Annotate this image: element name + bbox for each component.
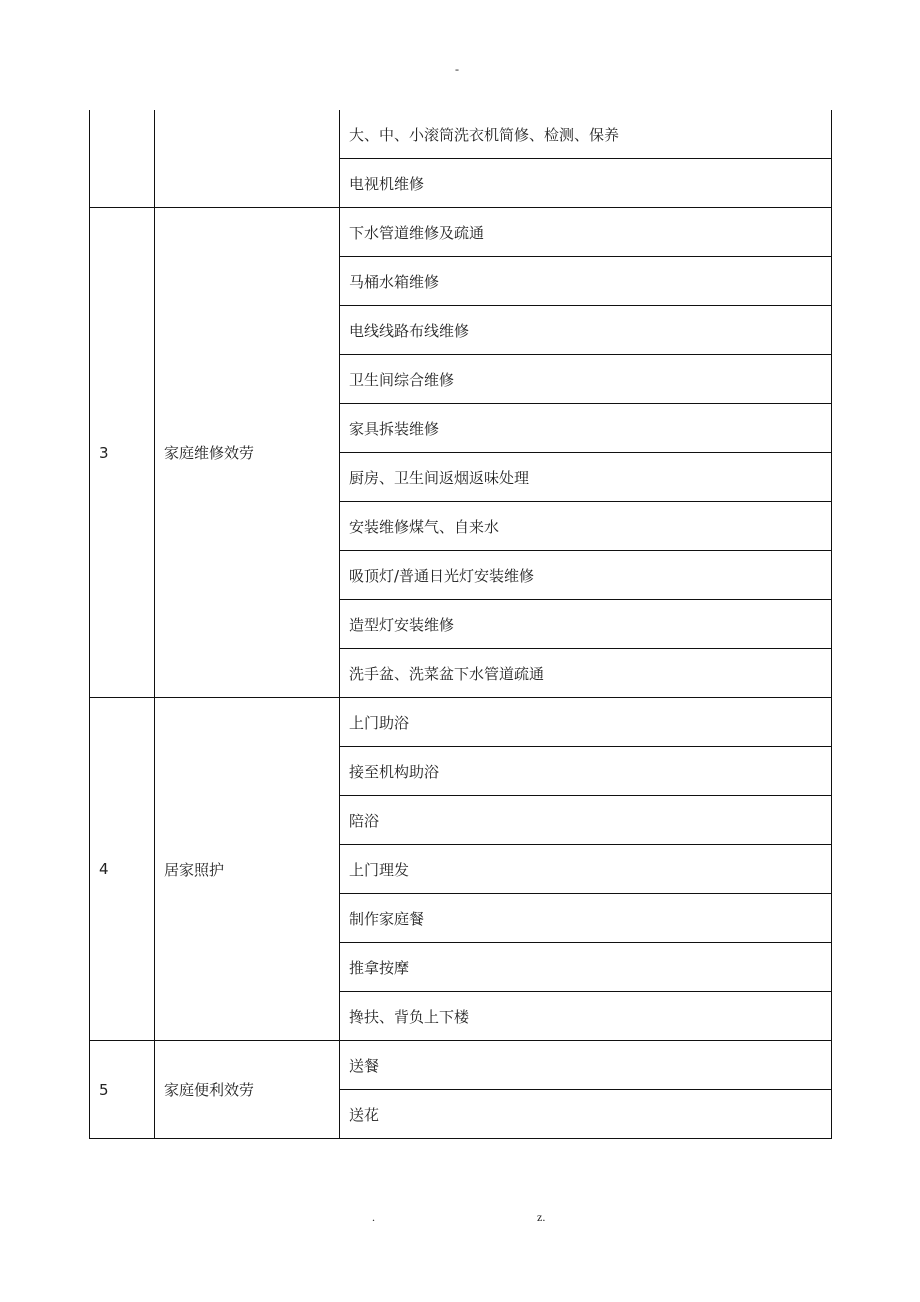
service-item-cell: 洗手盆、洗菜盆下水管道疏通 bbox=[340, 649, 832, 698]
group-category-cell: 家庭维修效劳 bbox=[155, 208, 340, 698]
group-category-cell: 家庭便利效劳 bbox=[155, 1041, 340, 1139]
service-item-cell: 厨房、卫生间返烟返味处理 bbox=[340, 453, 832, 502]
service-item-cell: 接至机构助浴 bbox=[340, 747, 832, 796]
table-row bbox=[90, 208, 832, 257]
group-number-cell bbox=[90, 110, 155, 208]
page-footer-right: z. bbox=[537, 1210, 546, 1224]
service-item-cell: 马桶水箱维修 bbox=[340, 257, 832, 306]
service-item-cell: 大、中、小滚筒洗衣机简修、检测、保养 bbox=[340, 110, 832, 159]
service-item-cell: 卫生间综合维修 bbox=[340, 355, 832, 404]
service-item-cell: 陪浴 bbox=[340, 796, 832, 845]
services-table-body bbox=[90, 110, 832, 1139]
service-item-cell: 造型灯安装维修 bbox=[340, 600, 832, 649]
service-item-cell: 安装维修煤气、自来水 bbox=[340, 502, 832, 551]
service-item-cell: 上门助浴 bbox=[340, 698, 832, 747]
service-item-cell: 吸顶灯/普通日光灯安装维修 bbox=[340, 551, 832, 600]
service-item-cell: 电线线路布线维修 bbox=[340, 306, 832, 355]
service-item-cell: 电视机维修 bbox=[340, 159, 832, 208]
service-item-cell: 下水管道维修及疏通 bbox=[340, 208, 832, 257]
table-row bbox=[90, 698, 832, 747]
group-number-cell: 4 bbox=[90, 698, 155, 1041]
table-row bbox=[90, 110, 832, 159]
service-item-cell: 送餐 bbox=[340, 1041, 832, 1090]
service-item-cell: 送花 bbox=[340, 1090, 832, 1139]
group-number-cell: 5 bbox=[90, 1041, 155, 1139]
page-header-mark: - bbox=[455, 62, 459, 76]
service-item-cell: 上门理发 bbox=[340, 845, 832, 894]
group-category-cell: 居家照护 bbox=[155, 698, 340, 1041]
service-item-cell: 家具拆装维修 bbox=[340, 404, 832, 453]
group-number-cell: 3 bbox=[90, 208, 155, 698]
services-table bbox=[89, 110, 832, 1139]
service-item-cell: 制作家庭餐 bbox=[340, 894, 832, 943]
service-item-cell: 推拿按摩 bbox=[340, 943, 832, 992]
table-row bbox=[90, 1041, 832, 1090]
page-footer-left: . bbox=[372, 1210, 375, 1224]
group-category-cell bbox=[155, 110, 340, 208]
service-item-cell: 搀扶、背负上下楼 bbox=[340, 992, 832, 1041]
